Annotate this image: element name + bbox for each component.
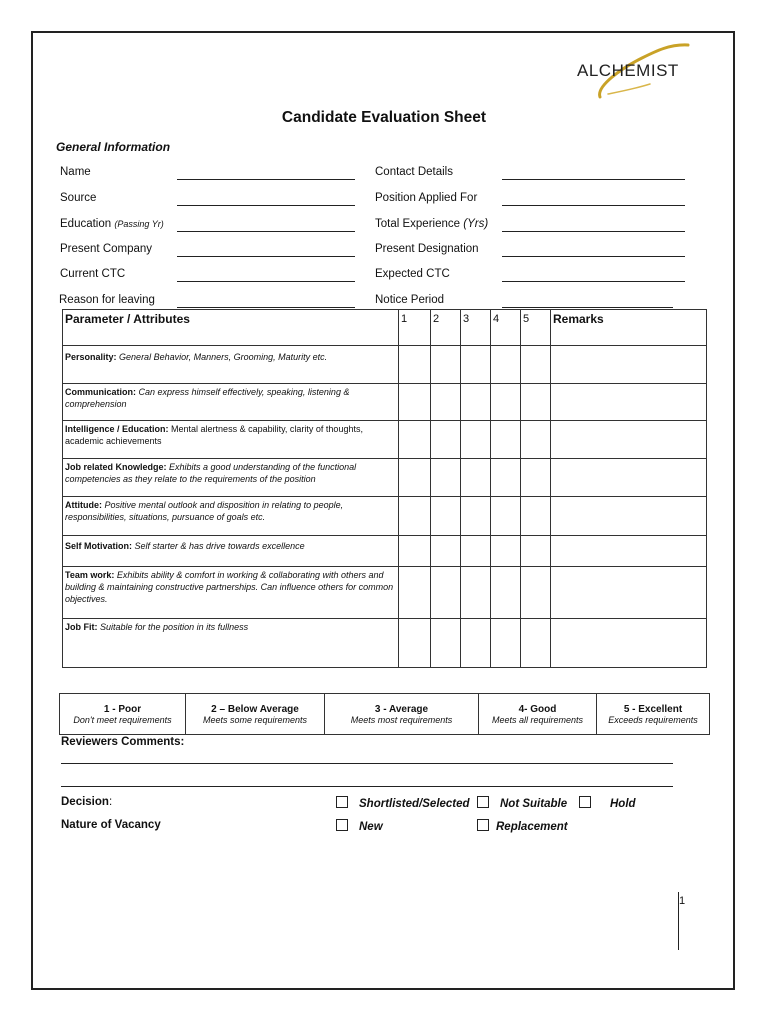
score-cell-2[interactable] — [431, 536, 461, 567]
scale-title: 4- Good — [518, 703, 557, 715]
present-company-label: Present Company — [60, 243, 153, 255]
current-ctc-label: Current CTC — [60, 268, 126, 280]
reviewers-comments-line-1[interactable] — [61, 763, 673, 764]
score-cell-1[interactable] — [399, 384, 431, 421]
notice-period-label: Notice Period — [375, 294, 445, 306]
score-cell-4[interactable] — [491, 536, 521, 567]
scale-description: Meets some requirements — [202, 714, 308, 725]
score-cell-5[interactable] — [521, 384, 551, 421]
parameter-description: Exhibits a good understanding of the functional competencies as they relate to the requirements of the position — [65, 462, 357, 484]
education-label-text: Education — [60, 218, 112, 230]
score-cell-3[interactable] — [461, 459, 491, 497]
contact-details-label: Contact Details — [375, 166, 453, 178]
header-parameter: Parameter / Attributes — [63, 310, 399, 346]
decision-option-hold[interactable] — [579, 796, 636, 810]
scale-description: Don't meet requirements — [73, 714, 172, 725]
expected-ctc-label: Expected CTC — [375, 268, 450, 280]
decision-label-colon: : — [108, 796, 113, 808]
parameter-description: General Behavior, Manners, Grooming, Maturity etc. — [119, 352, 328, 362]
header-score-3: 3 — [461, 310, 491, 346]
notice-period-input-line[interactable] — [502, 307, 673, 308]
score-cell-3[interactable] — [461, 619, 491, 668]
current-ctc-input-line[interactable] — [177, 281, 355, 282]
shortlisted-label: Shortlisted/Selected — [359, 798, 470, 810]
education-label — [60, 218, 164, 230]
score-cell-3[interactable] — [461, 567, 491, 619]
score-cell-1[interactable] — [399, 567, 431, 619]
score-cell-1[interactable] — [399, 536, 431, 567]
scale-item — [597, 694, 710, 735]
decision-label — [61, 796, 112, 808]
hold-label: Hold — [610, 798, 636, 810]
parameter-name: Communication: — [65, 387, 136, 397]
reason-for-leaving-label: Reason for leaving — [59, 294, 155, 306]
table-row — [63, 384, 707, 421]
score-cell-1[interactable] — [399, 421, 431, 459]
parameter-description: Mental alertness & capability, clarity of thoughts, academic achievements — [65, 424, 363, 446]
decision-label-text: Decision — [61, 796, 109, 808]
hold-checkbox[interactable] — [579, 796, 591, 808]
parameter-cell — [63, 384, 399, 421]
present-designation-label: Present Designation — [375, 243, 479, 255]
table-row — [63, 567, 707, 619]
name-input-line[interactable] — [177, 179, 355, 180]
total-experience-input-line[interactable] — [502, 231, 685, 232]
parameter-description: Self starter & has drive towards excellence — [134, 541, 305, 551]
scale-item — [60, 694, 186, 735]
score-cell-1[interactable] — [399, 619, 431, 668]
source-input-line[interactable] — [177, 205, 355, 206]
score-cell-5[interactable] — [521, 459, 551, 497]
education-input-line[interactable] — [177, 231, 355, 232]
replacement-label: Replacement — [496, 821, 568, 833]
score-cell-4[interactable] — [491, 346, 521, 384]
score-cell-1[interactable] — [399, 346, 431, 384]
parameter-name: Job related Knowledge: — [65, 462, 167, 472]
present-designation-input-line[interactable] — [502, 256, 685, 257]
parameter-description: Suitable for the position in its fullness — [100, 622, 249, 632]
score-cell-2[interactable] — [431, 346, 461, 384]
scale-item — [186, 694, 325, 735]
parameter-description: Exhibits ability & comfort in working & collaborating with others and building & maintaining constructive partnerships. Can influence others for common objectives. — [65, 570, 394, 604]
page-title: Candidate Evaluation Sheet — [281, 109, 487, 126]
score-cell-5[interactable] — [521, 346, 551, 384]
alchemist-logo — [572, 42, 692, 102]
score-cell-5[interactable] — [521, 421, 551, 459]
score-cell-5[interactable] — [521, 536, 551, 567]
parameter-name: Team work: — [65, 570, 115, 580]
total-experience-note: (Yrs) — [463, 218, 489, 230]
parameter-name: Personality: — [65, 352, 117, 362]
table-row — [63, 459, 707, 497]
score-cell-4[interactable] — [491, 619, 521, 668]
parameter-cell — [63, 459, 399, 497]
scale-description: Meets all requirements — [491, 714, 584, 725]
parameter-name: Self Motivation: — [65, 541, 132, 551]
scale-title: 3 - Average — [374, 703, 429, 715]
parameter-cell — [63, 536, 399, 567]
evaluation-header-row — [63, 310, 707, 346]
scale-title: 2 – Below Average — [211, 703, 299, 715]
header-remarks: Remarks — [551, 310, 707, 346]
score-cell-2[interactable] — [431, 497, 461, 536]
shortlisted-checkbox[interactable] — [336, 796, 348, 808]
score-cell-2[interactable] — [431, 384, 461, 421]
page-number: 1 — [679, 895, 686, 907]
header-score-4: 4 — [491, 310, 521, 346]
score-cell-4[interactable] — [491, 459, 521, 497]
table-row — [63, 421, 707, 459]
remarks-cell[interactable] — [551, 497, 707, 536]
score-cell-5[interactable] — [521, 567, 551, 619]
position-applied-label: Position Applied For — [375, 192, 478, 204]
scale-description: Meets most requirements — [350, 714, 453, 725]
replacement-checkbox[interactable] — [477, 819, 489, 831]
decision-option-not-suitable[interactable] — [477, 796, 567, 810]
reviewers-comments-label: Reviewers Comments: — [61, 736, 185, 748]
score-cell-1[interactable] — [399, 497, 431, 536]
name-label: Name — [60, 166, 91, 178]
parameter-name: Attitude: — [65, 500, 102, 510]
score-cell-3[interactable] — [461, 536, 491, 567]
table-row — [63, 346, 707, 384]
parameter-name: Job Fit: — [65, 622, 98, 632]
parameter-description: Can express himself effectively, speaking, listening & comprehension — [65, 387, 350, 409]
scale-item — [479, 694, 597, 735]
section-title-general-information: General Information — [56, 140, 171, 154]
score-cell-1[interactable] — [399, 459, 431, 497]
logo-text: ALCHEMIST — [577, 61, 679, 80]
score-cell-5[interactable] — [521, 619, 551, 668]
header-score-5: 5 — [521, 310, 551, 346]
header-score-2: 2 — [431, 310, 461, 346]
score-cell-4[interactable] — [491, 497, 521, 536]
total-experience-label-text: Total Experience — [375, 218, 461, 230]
contact-details-input-line[interactable] — [502, 179, 685, 180]
score-cell-2[interactable] — [431, 459, 461, 497]
scale-title: 5 - Excellent — [623, 703, 683, 715]
table-row — [63, 497, 707, 536]
parameter-description: Positive mental outlook and disposition in relating to people, responsibilities, situations, pursuance of goals etc. — [65, 500, 344, 522]
present-company-input-line[interactable] — [177, 256, 355, 257]
parameter-cell — [63, 497, 399, 536]
remarks-cell[interactable] — [551, 384, 707, 421]
source-label: Source — [60, 192, 97, 204]
parameter-cell — [63, 619, 399, 668]
scale-title: 1 - Poor — [103, 703, 142, 715]
score-cell-4[interactable] — [491, 384, 521, 421]
score-cell-2[interactable] — [431, 567, 461, 619]
not-suitable-checkbox[interactable] — [477, 796, 489, 808]
reviewers-comments-line-2[interactable] — [61, 786, 673, 787]
reason-for-leaving-input-line[interactable] — [177, 307, 355, 308]
header-score-1: 1 — [399, 310, 431, 346]
score-cell-5[interactable] — [521, 497, 551, 536]
score-cell-2[interactable] — [431, 619, 461, 668]
scale-item — [325, 694, 479, 735]
scale-description: Exceeds requirements — [608, 714, 698, 725]
vacancy-option-new[interactable] — [336, 819, 383, 833]
remarks-cell[interactable] — [551, 459, 707, 497]
remarks-cell[interactable] — [551, 346, 707, 384]
nature-of-vacancy-label: Nature of Vacancy — [61, 819, 161, 831]
score-cell-2[interactable] — [431, 421, 461, 459]
parameter-name: Intelligence / Education: — [65, 424, 169, 434]
rating-scale-legend — [59, 693, 710, 735]
score-cell-4[interactable] — [491, 421, 521, 459]
education-note: (Passing Yr) — [114, 219, 164, 229]
score-cell-4[interactable] — [491, 567, 521, 619]
evaluation-table — [62, 309, 707, 668]
parameter-cell — [63, 421, 399, 459]
remarks-cell[interactable] — [551, 567, 707, 619]
parameter-cell — [63, 346, 399, 384]
score-cell-3[interactable] — [461, 497, 491, 536]
not-suitable-label: Not Suitable — [500, 798, 568, 810]
vacancy-option-replacement[interactable] — [477, 819, 568, 833]
score-cell-3[interactable] — [461, 384, 491, 421]
decision-option-shortlisted[interactable] — [336, 796, 470, 810]
rating-scale-row — [60, 694, 710, 735]
table-row — [63, 619, 707, 668]
new-checkbox[interactable] — [336, 819, 348, 831]
remarks-cell[interactable] — [551, 421, 707, 459]
remarks-cell[interactable] — [551, 619, 707, 668]
score-cell-3[interactable] — [461, 346, 491, 384]
position-applied-input-line[interactable] — [502, 205, 685, 206]
table-row — [63, 536, 707, 567]
total-experience-label — [375, 218, 488, 230]
score-cell-3[interactable] — [461, 421, 491, 459]
new-label: New — [359, 821, 383, 833]
remarks-cell[interactable] — [551, 536, 707, 567]
expected-ctc-input-line[interactable] — [502, 281, 685, 282]
parameter-cell — [63, 567, 399, 619]
